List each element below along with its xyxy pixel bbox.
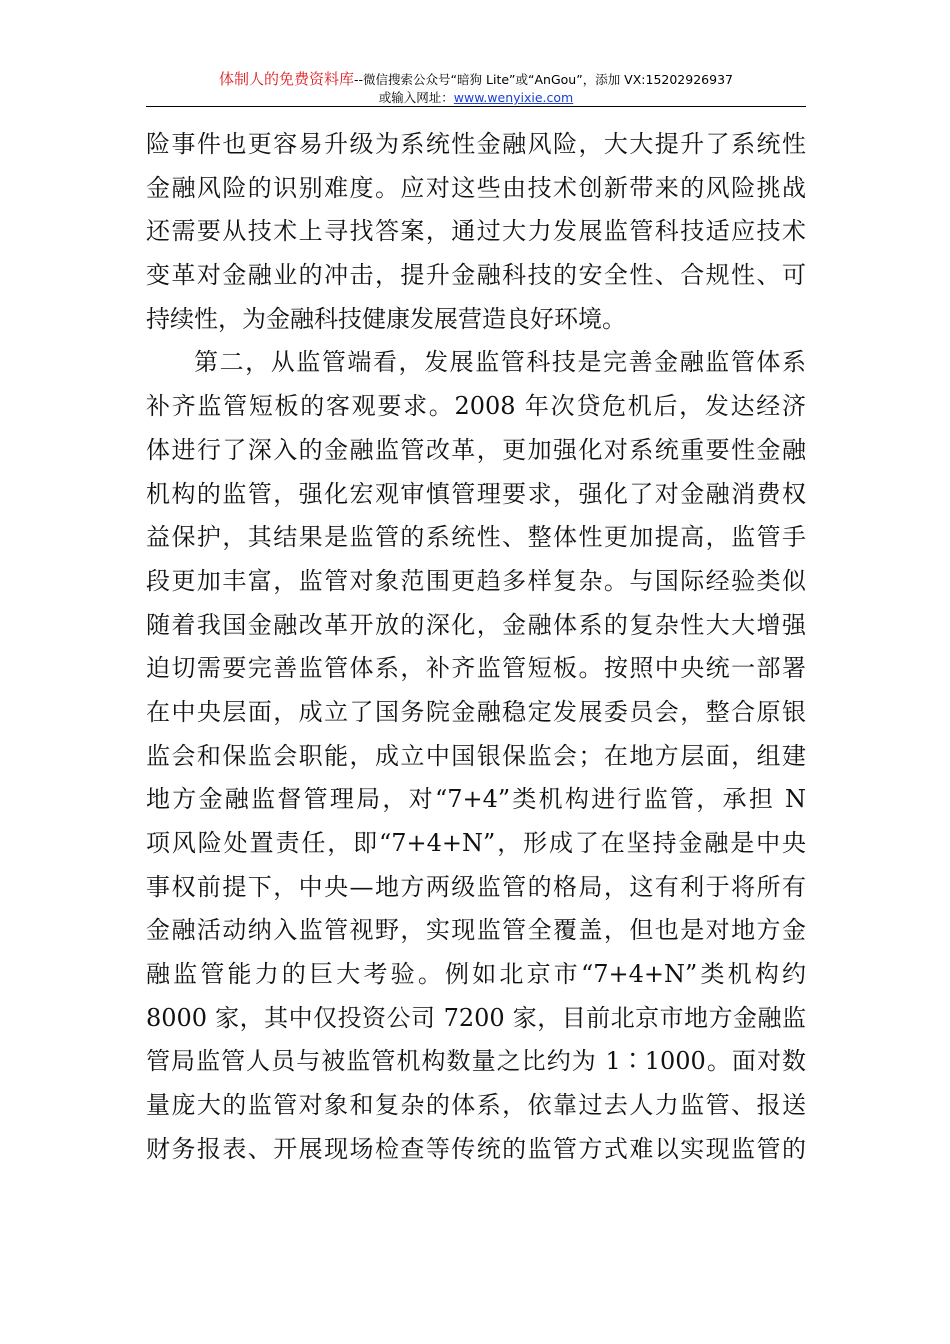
- text-line: 量庞大的监管对象和复杂的体系，依靠过去人力监管、报送: [146, 1091, 806, 1120]
- text-line: 监会和保监会职能，成立中国银保监会；在地方层面，组建: [146, 741, 806, 770]
- text-line: 在中央层面，成立了国务院金融稳定发展委员会，整合原银: [146, 697, 806, 726]
- text-line: 补齐监管短板的客观要求。2008 年次贷危机后，发达经济: [146, 392, 806, 421]
- text-line: 第二，从监管端看，发展监管科技是完善金融监管体系: [194, 348, 806, 377]
- text-line: 体进行了深入的金融监管改革，更加强化对系统重要性金融: [146, 435, 806, 464]
- text-line: 项风险处置责任，即“7+4+N”，形成了在坚持金融是中央: [146, 829, 806, 857]
- text-line: 持续性，为金融科技健康发展营造良好环境。: [146, 304, 626, 333]
- text-line: 随着我国金融改革开放的深化，金融体系的复杂性大大增强: [146, 610, 806, 639]
- header-brand: 体制人的免费资料库: [219, 70, 355, 88]
- text-line: 财务报表、开展现场检查等传统的监管方式难以实现监管的: [146, 1134, 806, 1163]
- text-line: 还需要从技术上寻找答案，通过大力发展监管科技适应技术: [146, 217, 806, 246]
- text-line: 险事件也更容易升级为系统性金融风险，大大提升了系统性: [146, 130, 806, 158]
- header-url-link[interactable]: www.wenyixie.com: [453, 90, 574, 105]
- paragraph: [146, 123, 806, 341]
- text-line: 迫切需要完善监管体系，补齐监管短板。按照中央统一部署: [146, 654, 806, 683]
- text-line: 事权前提下，中央—地方两级监管的格局，这有利于将所有: [146, 872, 806, 901]
- header-info: --微信搜索公众号“暗狗 Lite”或“AnGou”，添加 VX:15202926937: [354, 72, 733, 87]
- page-header: [146, 70, 806, 107]
- text-line: 益保护，其结果是监管的系统性、整体性更加提高，监管手: [146, 523, 806, 552]
- document-body: [146, 123, 806, 1172]
- header-divider: [146, 106, 806, 107]
- text-line: 段更加丰富，监管对象范围更趋多样复杂。与国际经验类似: [146, 566, 806, 595]
- text-line: 机构的监管，强化宏观审慎管理要求，强化了对金融消费权: [146, 479, 806, 508]
- header-url-label: 或输入网址：: [378, 90, 454, 105]
- text-line: 金融风险的识别难度。应对这些由技术创新带来的风险挑战: [146, 173, 806, 202]
- text-line: 金融活动纳入监管视野，实现监管全覆盖，但也是对地方金: [146, 916, 806, 945]
- header-line-2: [146, 89, 806, 107]
- text-line: 管局监管人员与被监管机构数量之比约为 1∶1000。面对数: [146, 1047, 806, 1076]
- header-line-1: [146, 70, 806, 89]
- text-line: 8000 家，其中仅投资公司 7200 家，目前北京市地方金融监: [146, 1003, 806, 1032]
- paragraph: [146, 341, 806, 1171]
- text-line: 地方金融监督管理局，对“7+4”类机构进行监管，承担 N: [146, 785, 806, 814]
- text-line: 融监管能力的巨大考验。例如北京市“7+4+N”类机构约: [146, 960, 806, 989]
- text-line: 变革对金融业的冲击，提升金融科技的安全性、合规性、可: [146, 261, 806, 290]
